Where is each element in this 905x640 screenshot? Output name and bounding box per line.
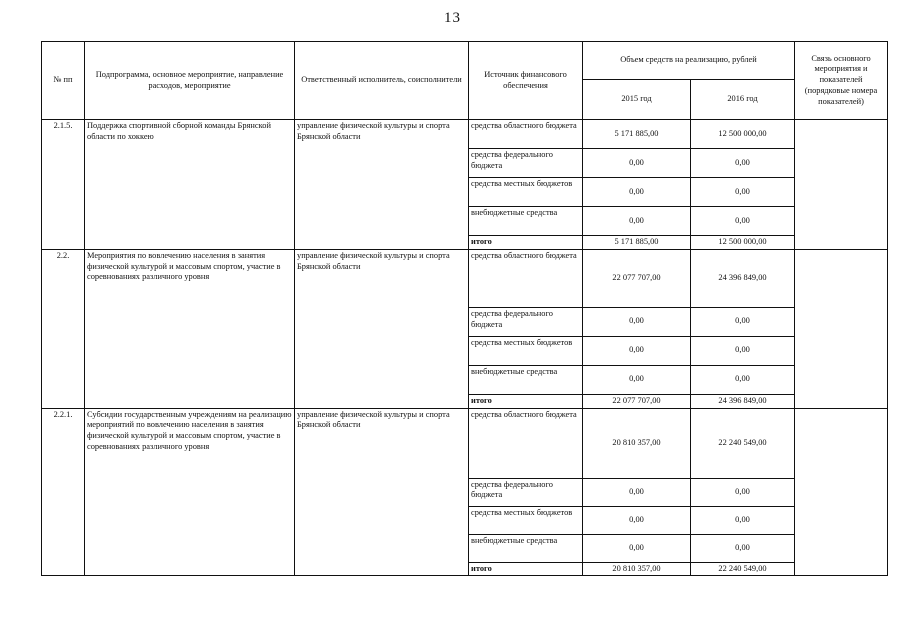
funding-source: средства областного бюджета (469, 408, 583, 478)
amount-2015: 0,00 (583, 178, 691, 207)
measure-name: Поддержка спортивной сборной команды Брянской области по хоккею (85, 120, 295, 250)
amount-2015: 0,00 (583, 534, 691, 562)
header-executor: Ответственный исполнитель, соисполнители (295, 42, 469, 120)
amount-2016: 0,00 (691, 534, 795, 562)
header-num: № пп (42, 42, 85, 120)
amount-2015: 0,00 (583, 478, 691, 506)
funding-source: средства областного бюджета (469, 249, 583, 307)
block-2-2-1 (42, 408, 888, 576)
amount-2015: 22 077 707,00 (583, 249, 691, 307)
page-number: 13 (444, 10, 461, 26)
amount-2016: 0,00 (691, 365, 795, 394)
amount-2015: 0,00 (583, 307, 691, 336)
executor: управление физической культуры и спорта Брянской области (295, 249, 469, 408)
amount-2016: 0,00 (691, 336, 795, 365)
table-row (42, 120, 888, 149)
amount-2016: 22 240 549,00 (691, 408, 795, 478)
indicator-link (795, 249, 888, 408)
total-2015: 22 077 707,00 (583, 394, 691, 408)
indicator-link (795, 408, 888, 576)
funding-source: средства областного бюджета (469, 120, 583, 149)
funding-source: внебюджетные средства (469, 207, 583, 236)
row-number: 2.2. (42, 249, 85, 408)
amount-2015: 0,00 (583, 365, 691, 394)
header-year-2016: 2016 год (691, 80, 795, 120)
header-subprogram: Подпрограмма, основное мероприятие, направление расходов, мероприятие (85, 42, 295, 120)
header-link: Связь основного мероприятия и показателей (порядковые номера показателей) (795, 42, 888, 120)
amount-2015: 0,00 (583, 207, 691, 236)
funding-source: средства местных бюджетов (469, 336, 583, 365)
amount-2016: 0,00 (691, 149, 795, 178)
funding-source: средства федерального бюджета (469, 478, 583, 506)
row-number: 2.1.5. (42, 120, 85, 250)
indicator-link (795, 120, 888, 250)
block-2-1-5 (42, 120, 888, 250)
funding-source: средства федерального бюджета (469, 149, 583, 178)
funding-source: средства местных бюджетов (469, 506, 583, 534)
total-2016: 12 500 000,00 (691, 236, 795, 250)
table-row (42, 408, 888, 478)
measure-name: Мероприятия по вовлечению населения в занятия физической культурой и массовым спортом, участие в соревнованиях различного уровня (85, 249, 295, 408)
amount-2016: 24 396 849,00 (691, 249, 795, 307)
budget-table (41, 41, 888, 576)
header-source: Источник финансового обеспечения (469, 42, 583, 120)
total-label: итого (469, 394, 583, 408)
amount-2015: 0,00 (583, 149, 691, 178)
amount-2016: 0,00 (691, 307, 795, 336)
total-label: итого (469, 562, 583, 576)
amount-2016: 0,00 (691, 478, 795, 506)
total-label: итого (469, 236, 583, 250)
header-volume: Объем средств на реализацию, рублей (583, 42, 795, 80)
executor: управление физической культуры и спорта Брянской области (295, 120, 469, 250)
funding-source: средства федерального бюджета (469, 307, 583, 336)
amount-2015: 5 171 885,00 (583, 120, 691, 149)
amount-2015: 20 810 357,00 (583, 408, 691, 478)
table-row (42, 249, 888, 307)
funding-source: внебюджетные средства (469, 534, 583, 562)
amount-2015: 0,00 (583, 506, 691, 534)
table-header (42, 42, 888, 120)
amount-2016: 0,00 (691, 178, 795, 207)
total-2015: 20 810 357,00 (583, 562, 691, 576)
total-2015: 5 171 885,00 (583, 236, 691, 250)
total-2016: 22 240 549,00 (691, 562, 795, 576)
executor: управление физической культуры и спорта Брянской области (295, 408, 469, 576)
amount-2015: 0,00 (583, 336, 691, 365)
funding-source: средства местных бюджетов (469, 178, 583, 207)
funding-source: внебюджетные средства (469, 365, 583, 394)
amount-2016: 12 500 000,00 (691, 120, 795, 149)
header-year-2015: 2015 год (583, 80, 691, 120)
block-2-2 (42, 249, 888, 408)
amount-2016: 0,00 (691, 506, 795, 534)
row-number: 2.2.1. (42, 408, 85, 576)
measure-name: Субсидии государственным учреждениям на реализацию мероприятий по вовлечению населения в занятия физической культурой и массовым спортом, участие в соревнованиях различного уровня (85, 408, 295, 576)
amount-2016: 0,00 (691, 207, 795, 236)
total-2016: 24 396 849,00 (691, 394, 795, 408)
